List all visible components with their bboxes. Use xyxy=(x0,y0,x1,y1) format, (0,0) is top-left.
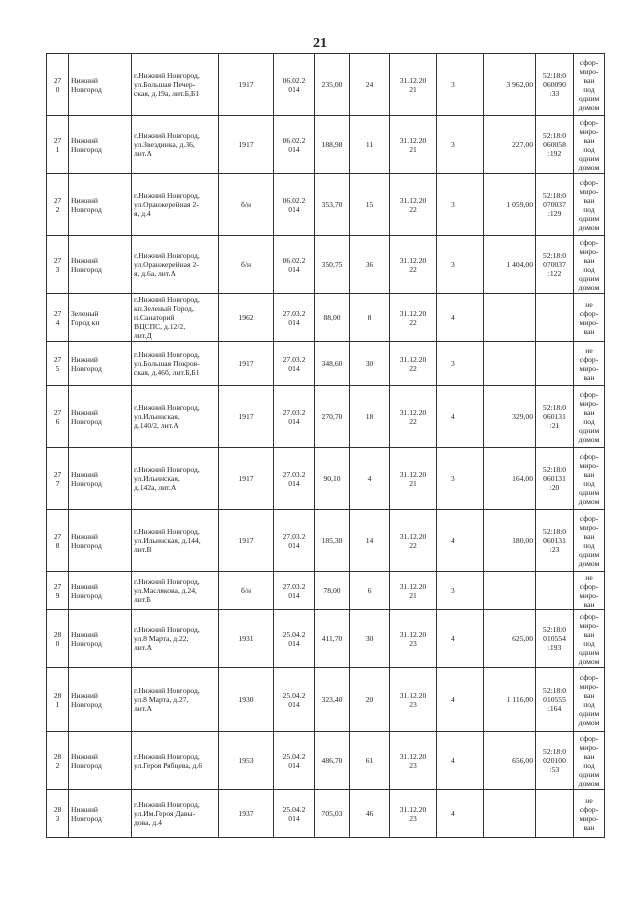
cell-year: 1917 xyxy=(219,386,274,448)
cell-land-status: сфор- миро- ван под одним домом xyxy=(574,54,605,116)
cell-area: 88,00 xyxy=(315,294,350,342)
cell-amount xyxy=(484,572,536,610)
cell-settlement: Нижний Новгород xyxy=(69,510,132,572)
cell-area: 270,70 xyxy=(315,386,350,448)
cell-settlement: Нижний Новгород xyxy=(69,668,132,732)
cell-code: 3 xyxy=(437,236,484,294)
table-row xyxy=(47,236,605,294)
cell-cadastral xyxy=(536,572,574,610)
cell-residents: 11 xyxy=(350,116,390,174)
cell-residents: 14 xyxy=(350,510,390,572)
cell-amount: 1 059,00 xyxy=(484,174,536,236)
cell-address: г.Нижний Новгород, ул.Оранжерейная 2- я, д.4 xyxy=(132,174,219,236)
cell-year: б/н xyxy=(219,174,274,236)
cell-number: 28 1 xyxy=(47,668,69,732)
cell-address: г.Нижний Новгород, ул.Ильинская, д.142а, лит.А xyxy=(132,448,219,510)
cell-settlement: Нижний Новгород xyxy=(69,732,132,790)
cell-cadastral: 52:18:0 060131 :20 xyxy=(536,448,574,510)
cell-deadline: 31.12.20 21 xyxy=(390,116,437,174)
cell-date: 25.04.2 014 xyxy=(274,610,315,668)
cell-residents: 18 xyxy=(350,386,390,448)
cell-year: 1917 xyxy=(219,54,274,116)
cell-number: 28 3 xyxy=(47,790,69,838)
cell-land-status: не сфор- миро- ван xyxy=(574,572,605,610)
cell-year: 1962 xyxy=(219,294,274,342)
cell-address: г.Нижний Новгород, ул.Маслякова, д.24, лит.Б xyxy=(132,572,219,610)
cell-deadline: 31.12.20 23 xyxy=(390,610,437,668)
cell-number: 27 2 xyxy=(47,174,69,236)
cell-area: 486,70 xyxy=(315,732,350,790)
table-row xyxy=(47,510,605,572)
cell-year: 1917 xyxy=(219,510,274,572)
cell-settlement: Нижний Новгород xyxy=(69,572,132,610)
cell-land-status: сфор- миро- ван под одним домом xyxy=(574,116,605,174)
cell-number: 27 6 xyxy=(47,386,69,448)
cell-amount: 180,00 xyxy=(484,510,536,572)
cell-area: 78,00 xyxy=(315,572,350,610)
cell-code: 4 xyxy=(437,668,484,732)
cell-year: б/н xyxy=(219,572,274,610)
cell-amount: 656,00 xyxy=(484,732,536,790)
cell-number: 28 0 xyxy=(47,610,69,668)
table-row xyxy=(47,294,605,342)
cell-deadline: 31.12.20 22 xyxy=(390,342,437,386)
cell-settlement: Нижний Новгород xyxy=(69,790,132,838)
cell-date: 27.03.2 014 xyxy=(274,294,315,342)
cell-code: 4 xyxy=(437,294,484,342)
cell-deadline: 31.12.20 23 xyxy=(390,668,437,732)
cell-number: 27 9 xyxy=(47,572,69,610)
cell-residents: 8 xyxy=(350,294,390,342)
cell-address: г.Нижний Новгород, ул.Ильинская, д.140/2, лит.А xyxy=(132,386,219,448)
cell-date: 25.04.2 014 xyxy=(274,732,315,790)
cell-residents: 6 xyxy=(350,572,390,610)
table-row xyxy=(47,668,605,732)
table-row xyxy=(47,54,605,116)
page-number: 21 xyxy=(313,36,327,51)
cell-cadastral: 52:18:0 060131 :21 xyxy=(536,386,574,448)
cell-year: 1930 xyxy=(219,668,274,732)
cell-number: 27 5 xyxy=(47,342,69,386)
cell-date: 06.02.2 014 xyxy=(274,116,315,174)
cell-deadline: 31.12.20 21 xyxy=(390,448,437,510)
cell-address: г.Нижний Новгород, ул.Ильинская, д.144, лит.В xyxy=(132,510,219,572)
cell-settlement: Нижний Новгород xyxy=(69,174,132,236)
cell-amount xyxy=(484,294,536,342)
cell-area: 235,00 xyxy=(315,54,350,116)
cell-cadastral: 52:18:0 010554 :193 xyxy=(536,610,574,668)
cell-address: г.Нижний Новгород, ул.Им.Героя Давы- дова, д.4 xyxy=(132,790,219,838)
cell-date: 27.03.2 014 xyxy=(274,510,315,572)
cell-deadline: 31.12.20 23 xyxy=(390,790,437,838)
cell-area: 348,60 xyxy=(315,342,350,386)
cell-land-status: сфор- миро- ван под одним домом xyxy=(574,510,605,572)
cell-cadastral: 52:18:0 060131 :23 xyxy=(536,510,574,572)
cell-land-status: сфор- миро- ван под одним домом xyxy=(574,386,605,448)
cell-area: 353,70 xyxy=(315,174,350,236)
cell-address: г.Нижний Новгород, ул.8 Марта, д.22, лит.А xyxy=(132,610,219,668)
housing-table xyxy=(46,53,605,838)
cell-settlement: Зеленый Город кп xyxy=(69,294,132,342)
cell-date: 25.04.2 014 xyxy=(274,668,315,732)
cell-code: 4 xyxy=(437,386,484,448)
cell-cadastral: 52:18:0 070037 :122 xyxy=(536,236,574,294)
cell-deadline: 31.12.20 21 xyxy=(390,54,437,116)
cell-area: 185,30 xyxy=(315,510,350,572)
cell-cadastral: 52:18:0 060090 :33 xyxy=(536,54,574,116)
cell-year: 1931 xyxy=(219,610,274,668)
cell-address: г.Нижний Новгород, ул.Большая Покров- ская, д.46б, лит.Б,Б1 xyxy=(132,342,219,386)
cell-land-status: сфор- миро- ван под одним домом xyxy=(574,448,605,510)
cell-settlement: Нижний Новгород xyxy=(69,386,132,448)
cell-number: 27 7 xyxy=(47,448,69,510)
cell-deadline: 31.12.20 23 xyxy=(390,732,437,790)
cell-year: 1917 xyxy=(219,342,274,386)
cell-cadastral: 52:18:0 020100 :53 xyxy=(536,732,574,790)
cell-number: 27 3 xyxy=(47,236,69,294)
cell-amount: 3 962,00 xyxy=(484,54,536,116)
cell-year: 1953 xyxy=(219,732,274,790)
cell-residents: 15 xyxy=(350,174,390,236)
cell-year: 1917 xyxy=(219,116,274,174)
cell-cadastral: 52:18:0 060058 :192 xyxy=(536,116,574,174)
table-row xyxy=(47,572,605,610)
cell-address: г.Нижний Новгород, ул.Звездинка, д.36, лит.А xyxy=(132,116,219,174)
cell-amount: 329,00 xyxy=(484,386,536,448)
cell-cadastral: 52:18:0 070037 :129 xyxy=(536,174,574,236)
cell-number: 27 0 xyxy=(47,54,69,116)
cell-residents: 30 xyxy=(350,342,390,386)
cell-residents: 36 xyxy=(350,236,390,294)
cell-settlement: Нижний Новгород xyxy=(69,342,132,386)
cell-land-status: не сфор- миро- ван xyxy=(574,294,605,342)
cell-code: 3 xyxy=(437,54,484,116)
cell-area: 188,98 xyxy=(315,116,350,174)
cell-code: 3 xyxy=(437,116,484,174)
cell-date: 06.02.2 014 xyxy=(274,54,315,116)
cell-settlement: Нижний Новгород xyxy=(69,54,132,116)
cell-cadastral xyxy=(536,790,574,838)
cell-land-status: сфор- миро- ван под одним домом xyxy=(574,732,605,790)
table-row xyxy=(47,732,605,790)
cell-number: 28 2 xyxy=(47,732,69,790)
cell-amount: 227,00 xyxy=(484,116,536,174)
cell-land-status: не сфор- миро- ван xyxy=(574,790,605,838)
cell-date: 27.03.2 014 xyxy=(274,448,315,510)
cell-date: 25.04.2 014 xyxy=(274,790,315,838)
table-row xyxy=(47,116,605,174)
cell-cadastral: 52:18:0 010555 :164 xyxy=(536,668,574,732)
cell-code: 3 xyxy=(437,572,484,610)
cell-amount xyxy=(484,790,536,838)
cell-code: 3 xyxy=(437,342,484,386)
cell-amount: 164,00 xyxy=(484,448,536,510)
cell-residents: 30 xyxy=(350,610,390,668)
cell-date: 27.03.2 014 xyxy=(274,572,315,610)
cell-area: 411,70 xyxy=(315,610,350,668)
cell-settlement: Нижний Новгород xyxy=(69,448,132,510)
table-body xyxy=(47,54,605,838)
cell-year: 1917 xyxy=(219,448,274,510)
cell-year: 1937 xyxy=(219,790,274,838)
cell-code: 4 xyxy=(437,510,484,572)
cell-address: г.Нижний Новгород, ул.8 Марта, д.27, лит.А xyxy=(132,668,219,732)
cell-area: 705,03 xyxy=(315,790,350,838)
cell-area: 90,10 xyxy=(315,448,350,510)
cell-settlement: Нижний Новгород xyxy=(69,610,132,668)
cell-land-status: сфор- миро- ван под одним домом xyxy=(574,668,605,732)
cell-deadline: 31.12.20 22 xyxy=(390,174,437,236)
cell-area: 323,40 xyxy=(315,668,350,732)
cell-deadline: 31.12.20 21 xyxy=(390,572,437,610)
cell-land-status: сфор- миро- ван под одним домом xyxy=(574,174,605,236)
cell-settlement: Нижний Новгород xyxy=(69,116,132,174)
cell-address: г.Нижний Новгород, ул.Большая Печер- ская, д.19а, лит.Б,Б1 xyxy=(132,54,219,116)
cell-date: 06.02.2 014 xyxy=(274,236,315,294)
cell-year: б/н xyxy=(219,236,274,294)
cell-cadastral xyxy=(536,294,574,342)
table-row xyxy=(47,342,605,386)
cell-code: 4 xyxy=(437,610,484,668)
cell-date: 06.02.2 014 xyxy=(274,174,315,236)
cell-area: 350,75 xyxy=(315,236,350,294)
cell-land-status: сфор- миро- ван под одним домом xyxy=(574,610,605,668)
cell-residents: 20 xyxy=(350,668,390,732)
cell-residents: 24 xyxy=(350,54,390,116)
cell-amount: 1 116,00 xyxy=(484,668,536,732)
cell-amount xyxy=(484,342,536,386)
cell-settlement: Нижний Новгород xyxy=(69,236,132,294)
cell-code: 3 xyxy=(437,448,484,510)
cell-cadastral xyxy=(536,342,574,386)
cell-code: 4 xyxy=(437,790,484,838)
cell-number: 27 8 xyxy=(47,510,69,572)
table-row xyxy=(47,448,605,510)
cell-land-status: сфор- миро- ван под одним домом xyxy=(574,236,605,294)
cell-address: г.Нижний Новгород, ул.Оранжерейная 2- я, д.6а, лит.А xyxy=(132,236,219,294)
cell-number: 27 1 xyxy=(47,116,69,174)
table-row xyxy=(47,174,605,236)
cell-amount: 625,00 xyxy=(484,610,536,668)
cell-deadline: 31.12.20 22 xyxy=(390,386,437,448)
cell-address: г.Нижний Новгород, кп.Зеленый Город, п.Санаторий ВЦСПС, д.12/2, лит.Д xyxy=(132,294,219,342)
cell-residents: 46 xyxy=(350,790,390,838)
cell-residents: 61 xyxy=(350,732,390,790)
cell-date: 27.03.2 014 xyxy=(274,342,315,386)
cell-date: 27.03.2 014 xyxy=(274,386,315,448)
cell-deadline: 31.12.20 22 xyxy=(390,510,437,572)
cell-deadline: 31.12.20 22 xyxy=(390,236,437,294)
cell-code: 3 xyxy=(437,174,484,236)
cell-address: г.Нижний Новгород, ул.Героя Рябцева, д.6 xyxy=(132,732,219,790)
cell-amount: 1 404,00 xyxy=(484,236,536,294)
cell-land-status: не сфор- миро- ван xyxy=(574,342,605,386)
table-row xyxy=(47,386,605,448)
table-row xyxy=(47,610,605,668)
cell-number: 27 4 xyxy=(47,294,69,342)
cell-code: 4 xyxy=(437,732,484,790)
table-row xyxy=(47,790,605,838)
cell-residents: 4 xyxy=(350,448,390,510)
cell-deadline: 31.12.20 22 xyxy=(390,294,437,342)
